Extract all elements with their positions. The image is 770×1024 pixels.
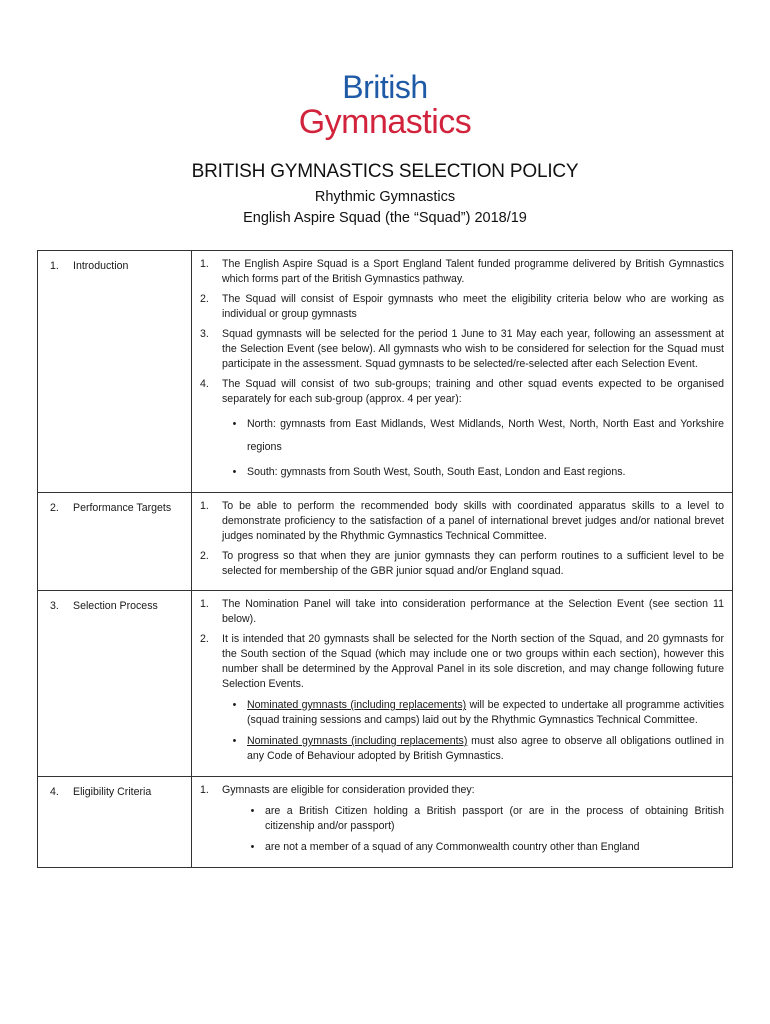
section-row-eligibility-criteria	[38, 777, 733, 868]
section-number: 3.	[50, 600, 59, 612]
bullet-text: are not a member of a squad of any Commonwealth country other than England	[265, 841, 640, 853]
section-heading-cell	[38, 777, 192, 868]
item-text: Gymnasts are eligible for consideration provided they:	[222, 784, 475, 796]
item-number: 2.	[200, 550, 209, 562]
item-text: The Squad will consist of Espoir gymnasts who meet the eligibility criteria below who are working as individual or group gymnasts	[222, 293, 724, 320]
list-item	[200, 292, 724, 322]
document-title: BRITISH GYMNASTICS SELECTION POLICY	[191, 161, 579, 182]
item-text: The Nomination Panel will take into consideration performance at the Selection Event (see section 11 below).	[222, 598, 724, 625]
logo-line-british: British	[342, 69, 428, 105]
bullet-item	[222, 413, 724, 459]
bullet-text: North: gymnasts from East Midlands, West Midlands, North West, North, North East and Yorkshire regions	[247, 418, 724, 453]
item-number: 1.	[200, 598, 209, 610]
bullet-item	[222, 734, 724, 764]
bullet-text: South: gymnasts from South West, South, South East, London and East regions.	[247, 466, 626, 478]
document-subtitle: Rhythmic Gymnastics	[314, 189, 456, 205]
bullet-dot-icon: •	[232, 418, 237, 430]
section-heading-cell	[38, 493, 192, 591]
section-row-selection-process	[38, 591, 733, 777]
logo-line-gymnastics: Gymnastics	[298, 103, 472, 141]
bullet-dot-icon: •	[250, 805, 255, 817]
bullet-dot-icon: •	[232, 699, 237, 711]
section-heading-cell	[38, 251, 192, 493]
bullet-dot-icon: •	[232, 466, 237, 478]
item-text: Squad gymnasts will be selected for the period 1 June to 31 May each year, following an assessment at the Selection Event (see below). All gymnasts who wish to be considered for selection for the Squad must participate in the assessment. Squad gymnasts to be selected/re-selected after each Selection Event.	[222, 328, 724, 370]
bullet-text: must also agree to observe all obligations outlined in any Code of Behaviour adopted by British Gymnastics.	[247, 735, 724, 762]
section-row-introduction	[38, 251, 733, 493]
bullet-item	[240, 804, 724, 834]
item-number: 2.	[200, 293, 209, 305]
item-number: 2.	[200, 633, 209, 645]
policy-table	[37, 250, 733, 868]
section-number: 1.	[50, 260, 59, 272]
section-number: 4.	[50, 786, 59, 798]
document-subtitle-squad: English Aspire Squad (the “Squad”) 2018/19	[243, 210, 527, 226]
list-item	[200, 327, 724, 372]
item-text: To be able to perform the recommended body skills with coordinated apparatus skills to a level to demonstrate proficiency to the satisfaction of a panel of international brevet judges and/or national brevet judges nominated by the Rhythmic Gymnastics Technical Committee.	[222, 500, 724, 542]
section-title: Eligibility Criteria	[73, 786, 152, 798]
item-number: 3.	[200, 328, 209, 340]
section-body-cell	[192, 493, 733, 591]
bullet-dot-icon: •	[250, 841, 255, 853]
list-item	[200, 632, 724, 692]
bullet-text: are a British Citizen holding a British passport (or are in the process of obtaining British citizenship and/or passport)	[265, 805, 724, 832]
bullet-text: will be expected to undertake all programme activities (squad training sessions and camps) laid out by the Rhythmic Gymnastics Technical Committee.	[247, 699, 724, 726]
item-number: 1.	[200, 258, 209, 270]
list-item	[200, 597, 724, 627]
bullet-item	[222, 465, 724, 480]
bullet-item	[222, 698, 724, 728]
bullet-item	[240, 840, 724, 855]
item-number: 1.	[200, 784, 209, 796]
item-text: The Squad will consist of two sub-groups; training and other squad events expected to be organised separately for each sub-group (approx. 4 per year):	[222, 378, 724, 405]
list-item	[200, 783, 724, 798]
list-item	[200, 257, 724, 287]
british-gymnastics-logo	[0, 70, 770, 140]
item-text: To progress so that when they are junior gymnasts they can perform routines to a sufficient level to be selected for membership of the GBR junior squad and/or England squad.	[222, 550, 724, 577]
item-text: The English Aspire Squad is a Sport England Talent funded programme delivered by British Gymnastics which forms part of the British Gymnastics pathway.	[222, 258, 724, 285]
section-title: Performance Targets	[73, 502, 172, 514]
bullet-lead-text: Nominated gymnasts (including replacements)	[247, 735, 468, 747]
item-text: It is intended that 20 gymnasts shall be selected for the North section of the Squad, and 20 gymnasts for the South section of the Squad (which may include one or two groups within each section), however this number shall be determined by the Approval Panel in its sole discretion, and may change following future Selection Events.	[222, 633, 724, 690]
list-item	[200, 377, 724, 407]
section-heading-cell	[38, 591, 192, 777]
bullet-lead-text: Nominated gymnasts (including replacements)	[247, 699, 467, 711]
section-body-cell	[192, 777, 733, 868]
list-item	[200, 549, 724, 579]
section-title: Selection Process	[73, 600, 158, 612]
bullet-dot-icon: •	[232, 735, 237, 747]
section-body-cell	[192, 251, 733, 493]
section-body-cell	[192, 591, 733, 777]
section-title: Introduction	[73, 260, 129, 272]
item-number: 1.	[200, 500, 209, 512]
section-number: 2.	[50, 502, 59, 514]
item-number: 4.	[200, 378, 209, 390]
section-row-performance-targets	[38, 493, 733, 591]
list-item	[200, 499, 724, 544]
